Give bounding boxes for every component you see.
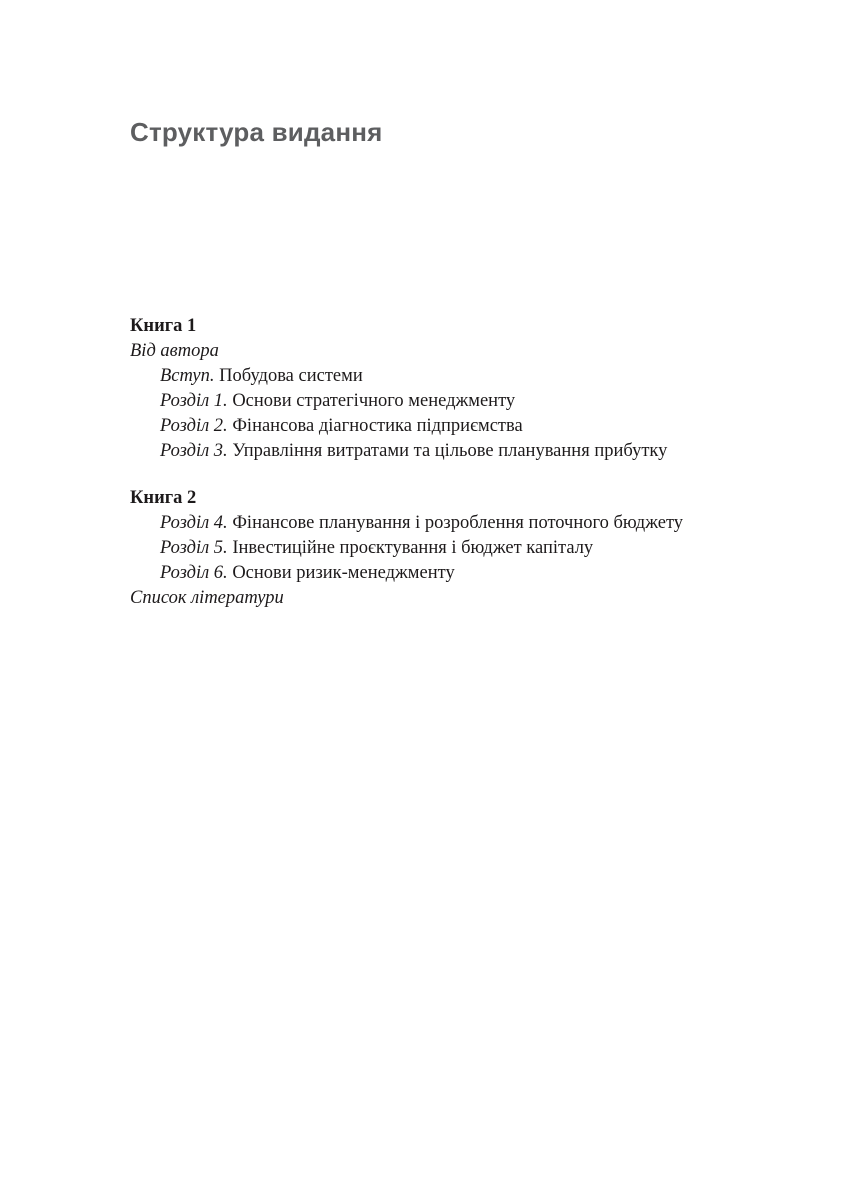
toc-item-prefix: Розділ 6. xyxy=(160,563,228,583)
toc-item xyxy=(130,511,770,536)
toc-section xyxy=(130,314,770,464)
book-heading: Книга 2 xyxy=(130,488,197,508)
toc-item-prefix: Розділ 2. xyxy=(160,416,228,436)
toc-item xyxy=(130,561,770,586)
toc-item xyxy=(130,339,770,364)
toc-item-text: Фінансове планування і розроблення поточного бюджету xyxy=(227,513,684,533)
toc-item-prefix: Розділ 1. xyxy=(160,391,228,411)
toc xyxy=(130,314,770,611)
toc-item xyxy=(130,364,770,389)
page-title: Структура видання xyxy=(130,117,383,148)
toc-item xyxy=(130,536,770,561)
book-heading: Книга 1 xyxy=(130,316,197,336)
toc-item-prefix: Список літератури xyxy=(130,588,284,608)
toc-item-text: Основи стратегічного менеджменту xyxy=(227,391,516,411)
toc-item-prefix: Розділ 5. xyxy=(160,538,228,558)
toc-item-text: Інвестиційне проєктування і бюджет капіталу xyxy=(227,538,594,558)
toc-item-text: Основи ризик-менеджменту xyxy=(227,563,455,583)
toc-item-text: Управління витратами та цільове планування прибутку xyxy=(227,441,668,461)
toc-item xyxy=(130,439,770,464)
toc-item xyxy=(130,389,770,414)
toc-item-prefix: Розділ 3. xyxy=(160,441,228,461)
toc-item xyxy=(130,414,770,439)
toc-item-text: Побудова системи xyxy=(214,366,363,386)
toc-item-prefix: Вступ. xyxy=(160,366,215,386)
toc-item xyxy=(130,586,770,611)
toc-item-prefix: Розділ 4. xyxy=(160,513,228,533)
toc-section xyxy=(130,486,770,611)
toc-item-text: Фінансова діагностика підприємства xyxy=(227,416,523,436)
toc-item-prefix: Від автора xyxy=(130,341,219,361)
